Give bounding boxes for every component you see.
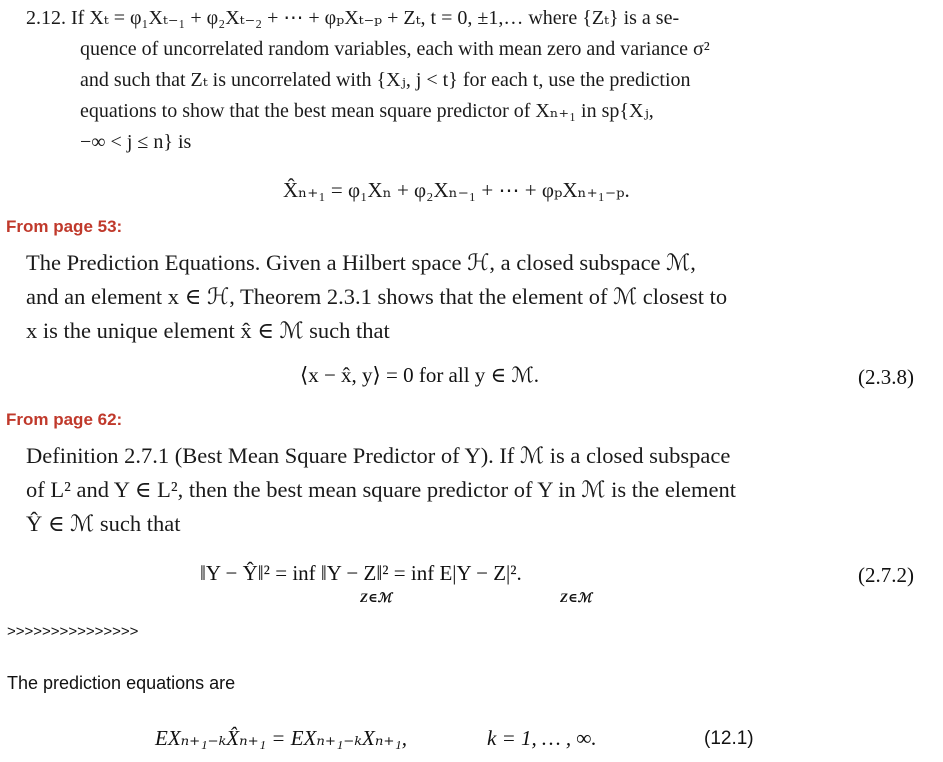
final-equation-number: (12.1): [704, 728, 754, 749]
separator-arrows: >>>>>>>>>>>>>>>: [7, 623, 139, 640]
page53-line-1: The Prediction Equations. Given a Hilbert space ℋ, a closed subspace ℳ,: [26, 250, 696, 275]
page62-line-1: Definition 2.7.1 (Best Mean Square Predictor of Y). If ℳ is a closed subspace: [26, 443, 731, 468]
page62-inf-subscript-2: Z∈ℳ: [560, 590, 592, 605]
problem-number: 2.12.: [26, 7, 66, 29]
problem-line-5: −∞ < j ≤ n} is: [80, 131, 192, 153]
final-equation-range: k = 1, … , ∞.: [487, 726, 597, 750]
from-page-62-label: From page 62:: [6, 410, 123, 429]
page53-equation-number: (2.3.8): [858, 365, 914, 389]
page62-equation: ‖Y − Ŷ‖² = inf ‖Y − Z‖² = inf E|Y − Z|².: [200, 561, 522, 585]
page62-line-3: Ŷ ∈ ℳ such that: [26, 511, 181, 536]
prediction-intro: The prediction equations are: [7, 673, 236, 693]
problem-line-2: quence of uncorrelated random variables, each with mean zero and variance σ²: [80, 38, 710, 60]
problem-line-4: equations to show that the best mean square predictor of Xₙ₊₁ in sp{Xⱼ,: [80, 100, 654, 122]
page53-line-3: x is the unique element x̂ ∈ ℳ such that: [26, 318, 390, 343]
problem-line-3: and such that Zₜ is uncorrelated with {Xⱼ, j < t} for each t, use the prediction: [80, 69, 691, 91]
page62-line-2: of L² and Y ∈ L², then the best mean square predictor of Y in ℳ is the element: [26, 477, 737, 502]
page53-equation: ⟨x − x̂, y⟩ = 0 for all y ∈ ℳ.: [300, 363, 540, 387]
page62-inf-subscript-1: Z∈ℳ: [360, 590, 392, 605]
problem-line-1: [26, 3, 679, 34]
problem-equation: X̂ₙ₊₁ = φ₁Xₙ + φ₂Xₙ₋₁ + ⋯ + φₚXₙ₊₁₋ₚ.: [283, 178, 630, 202]
problem-line-1-text: If Xₜ = φ₁Xₜ₋₁ + φ₂Xₜ₋₂ + ⋯ + φₚXₜ₋ₚ + Zₜ, t = 0, ±1,… where {Zₜ} is a se-: [71, 7, 680, 29]
page53-line-2: and an element x ∈ ℋ, Theorem 2.3.1 shows that the element of ℳ closest to: [26, 284, 728, 309]
final-equation-lhs: EXₙ₊₁₋ₖX̂ₙ₊₁ = EXₙ₊₁₋ₖXₙ₊₁,: [155, 726, 407, 750]
from-page-53-label: From page 53:: [6, 217, 123, 236]
page62-equation-number: (2.7.2): [858, 563, 914, 587]
